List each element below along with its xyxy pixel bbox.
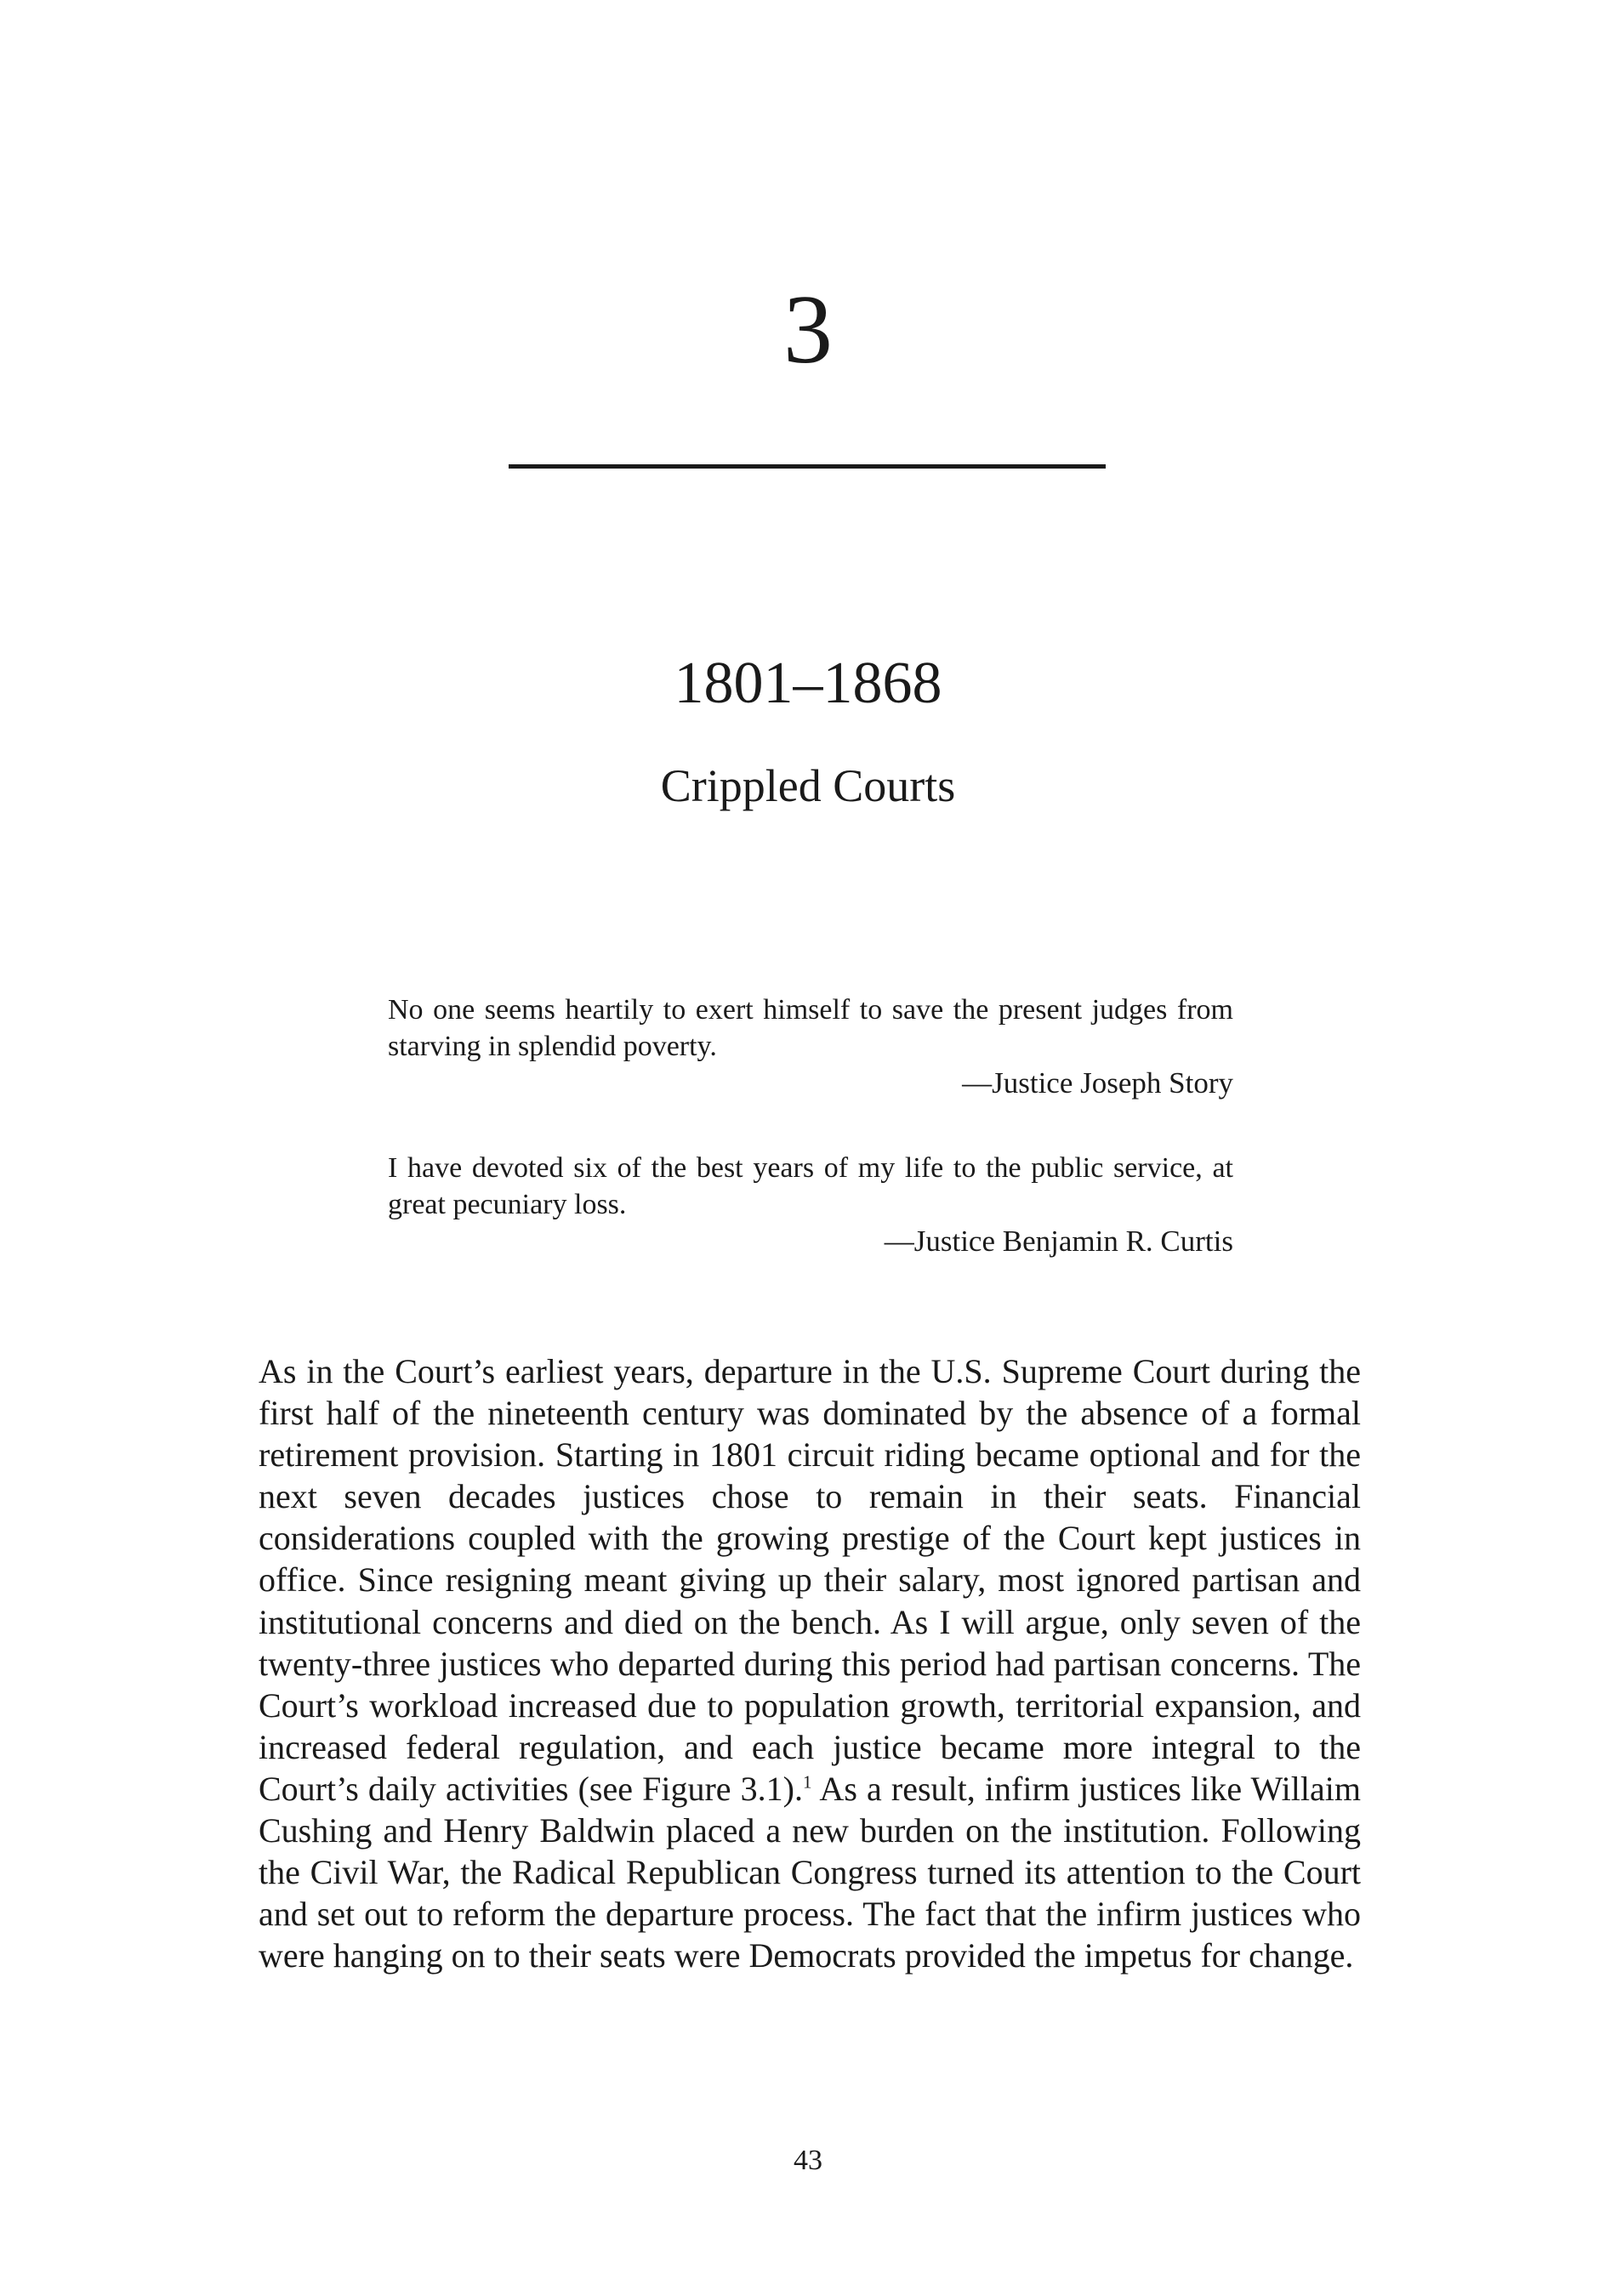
chapter-subtitle: Crippled Courts (660, 760, 956, 811)
epigraph-attribution: —Justice Benjamin R. Curtis (884, 1225, 1233, 1258)
epigraph-text: No one seems heartily to exert himself to save the present judges from starving in splendid poverty. (388, 994, 1233, 1062)
epigraph (388, 992, 1233, 1101)
epigraph-text: I have devoted six of the best years of my life to the public service, at great pecuniary loss. (388, 1152, 1233, 1220)
chapter-rule (509, 464, 1106, 469)
page-number: 43 (794, 2145, 822, 2176)
epigraph-attribution: —Justice Joseph Story (962, 1066, 1233, 1100)
body-text-part2: As a result, infirm justices like Willaim Cushing and Henry Baldwin placed a new burden on the institution. Following the Civil War, the Radical Republican Congress turned its attention to the Court and set out to reform the departure process. The fact that the infirm justices who were hanging on to their seats were Democrats provided the impetus for change. (259, 1769, 1361, 1975)
epigraph (388, 1150, 1233, 1259)
body-paragraph (259, 1350, 1361, 1976)
chapter-number: 3 (783, 276, 833, 384)
body-text-part1: As in the Court’s earliest years, departure in the U.S. Supreme Court during the first half of the nineteenth century was dominated by the absence of a formal retirement provision. Starting in 1801 circuit riding became optional and for the next seven decades justices chose to remain in their seats. Financial considerations coupled with the growing prestige of the Court kept justices in office. Since resigning meant giving up their salary, most ignored partisan and institutional concerns and died on the bench. As I will argue, only seven of the twenty-three justices who departed during this period had partisan concerns. The Court’s workload increased due to population growth, territorial expansion, and increased federal regulation, and each justice became more integral to the Court’s daily activities (see Figure 3.1). (259, 1352, 1361, 1808)
footnote-marker[interactable]: 1 (803, 1771, 812, 1793)
chapter-title-years: 1801–1868 (674, 651, 942, 716)
